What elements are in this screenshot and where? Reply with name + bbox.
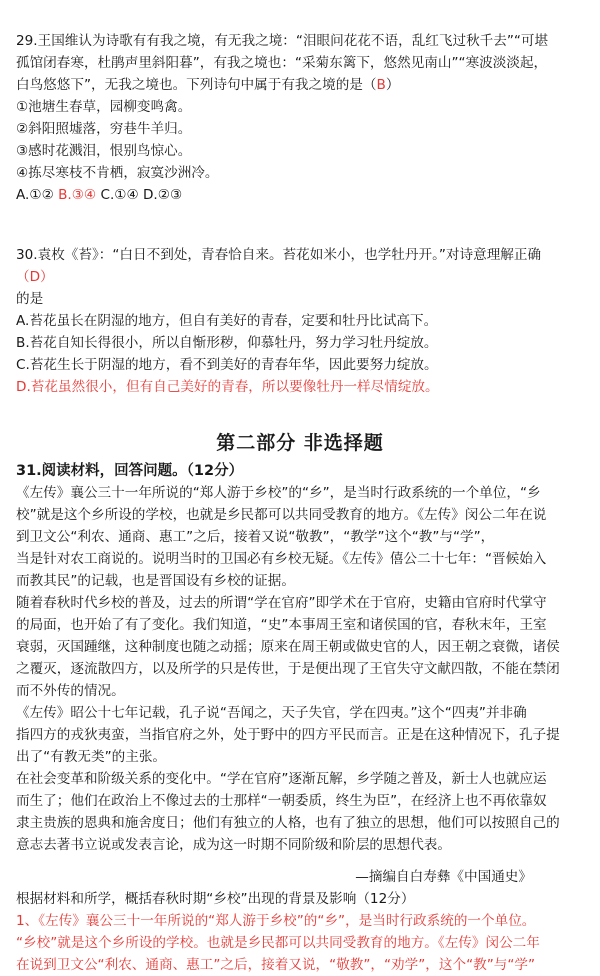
question-29 (16, 30, 584, 206)
q31-p2-line: 而不外传的情况。 (16, 683, 125, 699)
q29-choice-c: C.①④ (100, 187, 139, 203)
q29-stem-text: 白鸟悠悠下”，无我之境也。下列诗句中属于有我之境的是（ (16, 77, 377, 93)
q31-p2-line: 随着春秋时代乡校的普及，过去的所谓“学在官府”即学术在于官府，史籍由官府时代掌守 (16, 595, 547, 611)
q30-option-a: A.苔花虽长在阴湿的地方，但自有美好的青春，定要和牡丹比试高下。 (16, 313, 438, 329)
q31-paragraph-2 (16, 592, 584, 702)
q31-paragraph-3 (16, 702, 584, 768)
q31-p1-line: 校”就是这个乡所设的学校，也就是乡民都可以共同受教育的地方。《左传》闵公二年在说 (16, 507, 547, 523)
q31-p3-line: 《左传》昭公十七年记载，孔子说“吾闻之，天子失官，学在四夷。”这个“四夷”并非确 (16, 705, 527, 721)
q30-option-c: C.苔花生长于阴湿的地方，看不到美好的青春年华，因此要努力绽放。 (16, 357, 438, 373)
q29-stem-line-3 (16, 74, 584, 96)
q30-stem-line-2: 的是 (16, 291, 44, 307)
q29-choice-a: A.①② (16, 187, 54, 203)
q31-p1-line: 当是针对农工商说的。说明当时的卫国必有乡校无疑。《左传》僖公二十七年：“晋候始入 (16, 551, 547, 567)
q31-p3-line: 指四方的戎狄夷蛮，当指官府之外，处于野中的四方平民而言。正是在这种情况下，孔子提 (16, 727, 560, 743)
q29-option-1: ①池塘生春草，园柳变鸣禽。 (16, 99, 192, 115)
q31-p2-line: 衰弱，灭国踵继，这种制度也随之动摇；原来在周王朝或做史官的人，因王朝之衰微，诸侯 (16, 639, 560, 655)
q31-answer (16, 910, 584, 976)
q29-option-2: ②斜阳照墟落，穷巷牛羊归。 (16, 121, 192, 137)
question-31 (16, 460, 584, 976)
q31-p4-line: 隶主贵族的恩典和施舍度日；他们有独立的人格，也有了独立的思想，他们可以按照自己的 (16, 815, 560, 831)
q29-choices (16, 184, 584, 206)
q31-p4-line: 而生了；他们在政治上不像过去的士那样“一朝委质，终生为臣”，在经济上也不再依靠奴 (16, 793, 547, 809)
q29-option-3: ③感时花溅泪，恨别鸟惊心。 (16, 143, 192, 159)
q29-answer: B (376, 77, 386, 93)
q31-p1-line: 《左传》襄公三十一年所说的“郑人游于乡校”的“乡”，是当时行政系统的一个单位，“乡 (16, 485, 541, 501)
q29-stem-line-2: 孤馆闭春寒，杜鹃声里斜阳暮”，有我之境也：“采菊东篱下，悠然见南山”“寒波淡淡起， (16, 55, 548, 71)
q31-p2-line: 之覆灭，逐流散四方，以及所学的只是传世，于是便出现了王官失守文献四散，不能在禁闭 (16, 661, 560, 677)
q31-p2-line: 的局面，也开始了有了变化。我们知道，“史”本事周王室和诸侯国的官，春秋末年，王室 (16, 617, 547, 633)
q31-p3-line: 出了“有教无类”的主张。 (16, 749, 167, 765)
q31-paragraph-1 (16, 482, 584, 592)
q31-header: 31.阅读材料，回答问题。（12分） (16, 463, 244, 479)
q31-source: —摘编自白寿彝《中国通史》 (355, 869, 532, 885)
q30-answer: （D） (16, 269, 54, 285)
q30-stem-line-1: 30.袁枚《苔》：“白日不到处，青春恰自来。苔花如米小，也学牡丹开。”对诗意理解正确 (16, 247, 542, 263)
q31-paragraph-4 (16, 768, 584, 856)
q31-answer-line: 在说到卫文公“利农、通商、惠工”之后，接着又说，“敬教”，“劝学”，这个“教”与“学” (16, 957, 536, 973)
q31-p1-line: 到卫文公“利农、通商、惠工”之后，接着又说“敬教”，“教学”这个“教”与“学”， (16, 529, 495, 545)
q29-option-4: ④拣尽寒枝不肯栖，寂寞沙洲冷。 (16, 165, 219, 181)
q31-question: 根据材料和所学，概括春秋时期“乡校”出现的背景及影响（12分） (16, 891, 415, 907)
q31-answer-line: “乡校”就是这个乡所设的学校。也就是乡民都可以共同受教育的地方。《左传》闵公二年 (16, 935, 540, 951)
q29-choice-b: B.③④ (58, 187, 97, 203)
q31-p1-line: 而教其民”的记载，也是晋国设有乡校的证据。 (16, 573, 295, 589)
q29-stem-line-1: 29.王国维认为诗歌有有我之境，有无我之境：“泪眼问花花不语，乱红飞过秋千去”“可堪 (16, 33, 549, 49)
section-title: 第二部分 非选择题 (216, 432, 384, 454)
question-30 (16, 244, 584, 398)
q29-stem-close: ） (385, 77, 400, 93)
q30-option-b: B.苔花自知长得很小，所以自惭形秽，仰慕牡丹，努力学习牡丹绽放。 (16, 335, 438, 351)
q31-p4-line: 在社会变革和阶级关系的变化中。“学在官府”逐渐瓦解，乡学随之普及，新士人也就应运 (16, 771, 547, 787)
q31-p4-line: 意志去著书立说或发表言论，成为这一时期不同阶级和阶层的思想代表。 (16, 837, 451, 853)
q31-answer-line: 1、《左传》襄公三十一年所说的“郑人游于乡校”的“乡”，是当时行政系统的一个单位。 (16, 913, 536, 929)
q30-option-d-correct: D.苔花虽然很小，但有自己美好的青春，所以要像牡丹一样尽情绽放。 (16, 379, 439, 395)
q29-choice-d: D.②③ (142, 187, 183, 203)
